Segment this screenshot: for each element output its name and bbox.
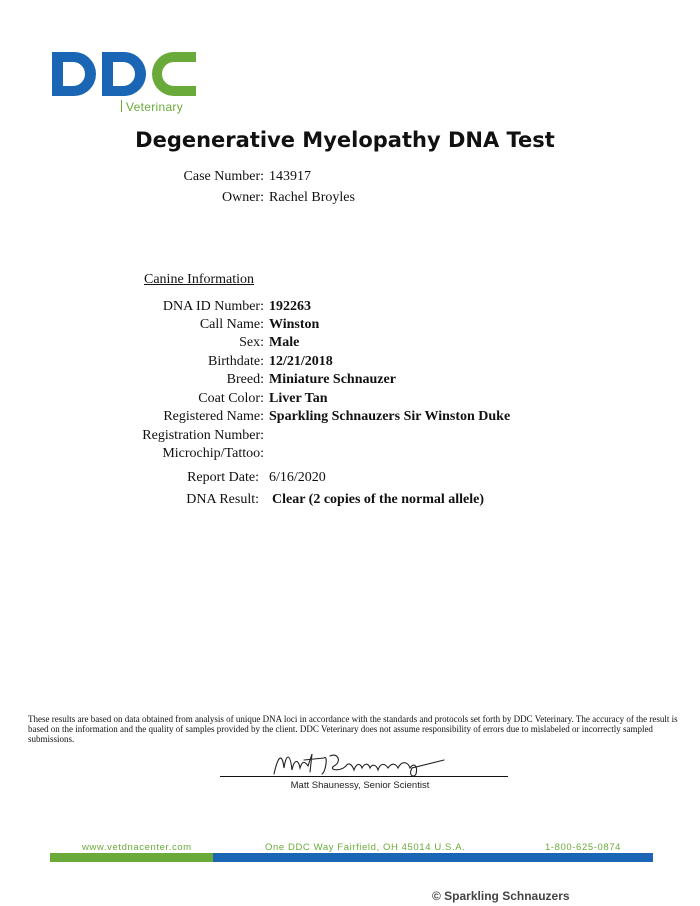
field-label: DNA ID Number: (162, 299, 264, 314)
logo-subtitle (121, 100, 183, 114)
field-value: Miniature Schnauzer (269, 372, 396, 387)
signer-name: Matt Shaunessy, Senior Scientist (290, 780, 430, 791)
page-title: Degenerative Myelopathy DNA Test (135, 128, 555, 152)
footer-bar-green (50, 853, 213, 862)
field-label: Call Name: (199, 317, 264, 332)
field-label: Registered Name: (163, 409, 264, 424)
field-label: Registration Number: (142, 428, 264, 443)
field-label: Breed: (226, 372, 264, 387)
signature-graphic (268, 746, 468, 780)
canine-info-heading: Canine Information (144, 272, 255, 287)
dna-result-value: Clear (2 copies of the normal allele) (272, 492, 485, 507)
report-date-value: 6/16/2020 (269, 470, 326, 485)
footer-phone: 1-800-625-0874 (545, 842, 622, 853)
disclaimer: These results are based on data obtained from analysis of unique DNA loci in accordance with the standards and protocols set forth by DDC Veterinary. The accuracy of the result is based on the information and the quality of samples provided by the client. DDC Veterinary does not assume responsibility of errors due to mislabeled or incorrectly sampled submissions. (28, 714, 678, 744)
field-label: Coat Color: (198, 391, 264, 406)
watermark-credit: © Sparkling Schnauzers (432, 889, 570, 903)
field-value: 192263 (269, 299, 311, 314)
owner-label: Owner: (222, 190, 264, 205)
signature-line (220, 776, 508, 777)
logo-subtitle-text: Veterinary (126, 100, 184, 114)
field-label: Birthdate: (208, 354, 264, 369)
field-value: 12/21/2018 (269, 354, 333, 369)
case-number-value: 143917 (269, 169, 311, 184)
dna-result-label: DNA Result: (186, 492, 259, 507)
footer-address: One DDC Way Fairfield, OH 45014 U.S.A. (265, 842, 466, 853)
footer-bar-blue (213, 853, 653, 862)
field-value: Sparkling Schnauzers Sir Winston Duke (269, 409, 511, 424)
field-label: Sex: (239, 335, 264, 350)
report-date-label: Report Date: (187, 470, 259, 485)
field-value: Winston (269, 317, 320, 332)
case-number-label: Case Number: (183, 169, 264, 184)
footer-website[interactable]: www.vetdnacenter.com (82, 842, 192, 853)
field-value: Male (269, 335, 300, 350)
owner-value: Rachel Broyles (269, 190, 355, 205)
field-label: Microchip/Tattoo: (162, 446, 264, 461)
field-value: Liver Tan (269, 391, 328, 406)
